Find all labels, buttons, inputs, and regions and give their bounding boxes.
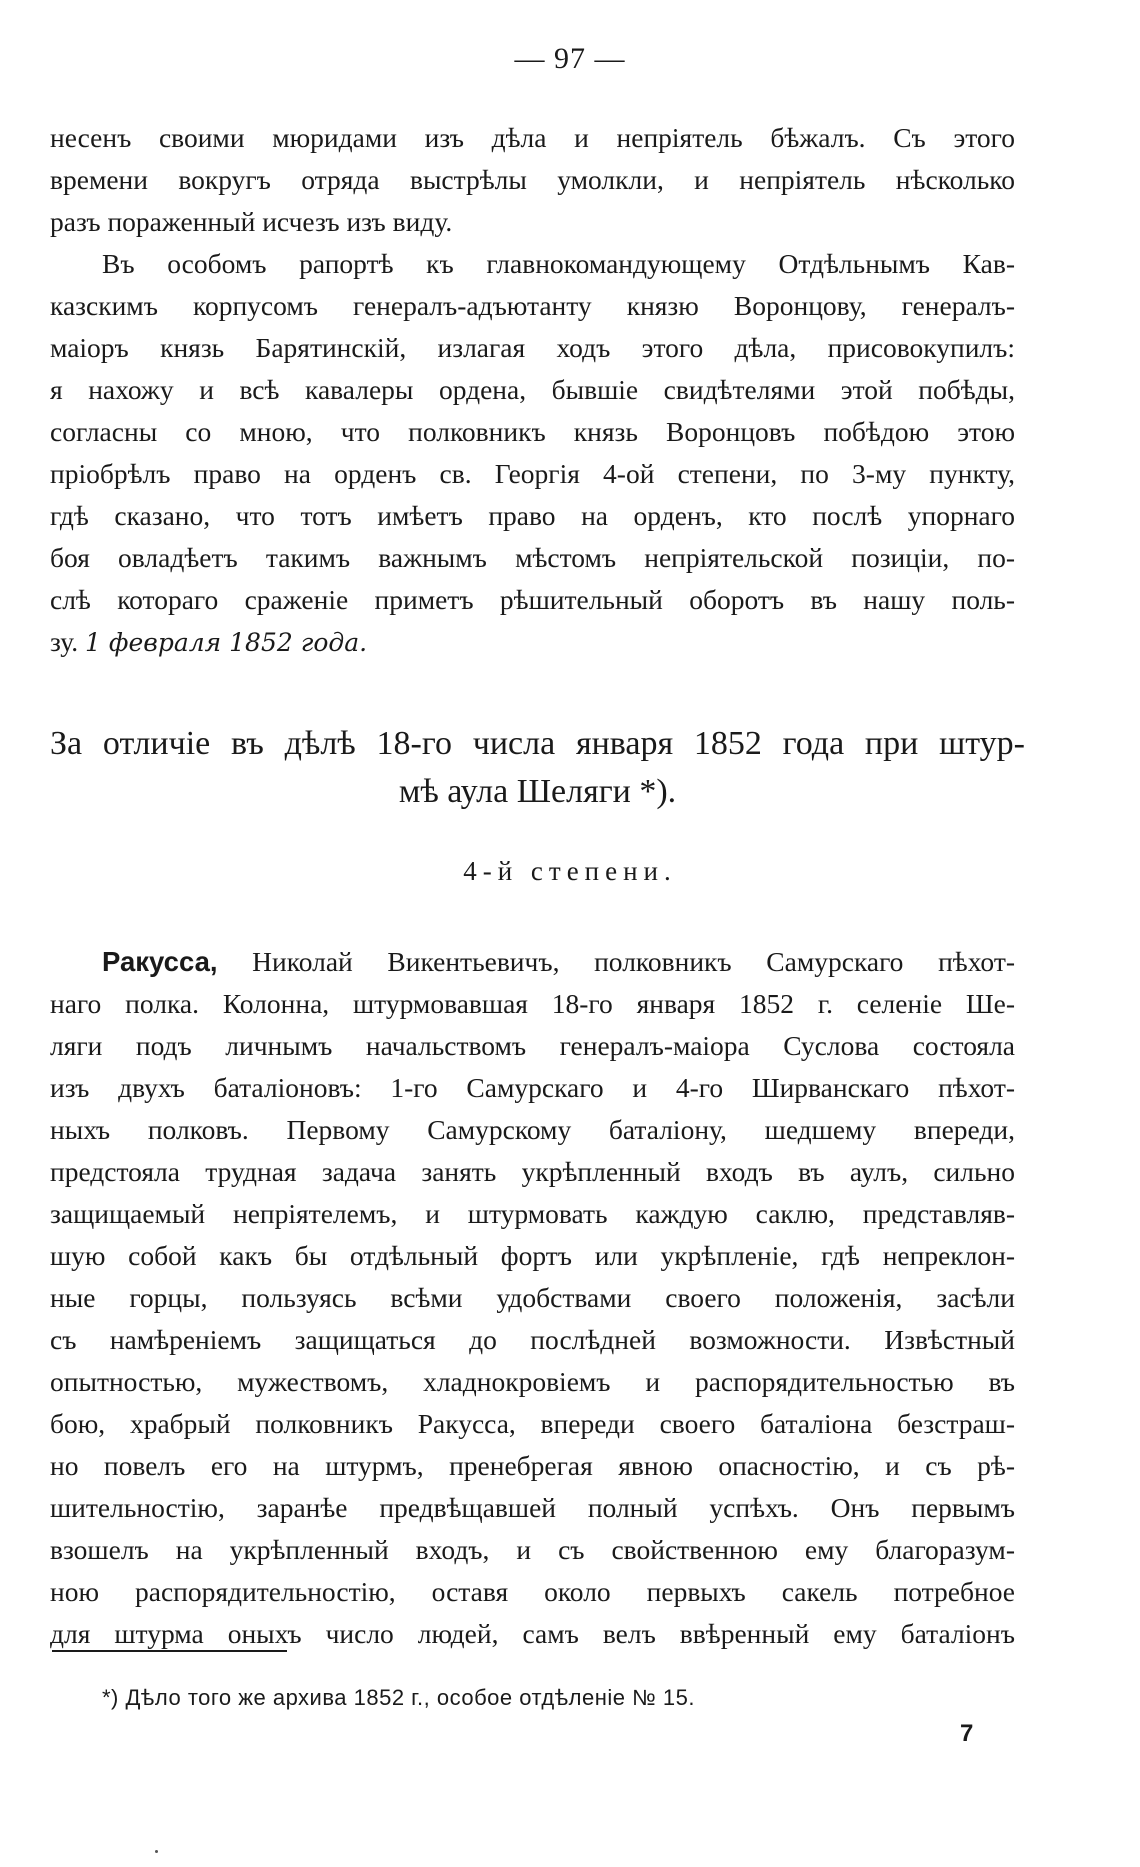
section-heading-line-2: мѣ аула Шеляги *). bbox=[398, 773, 677, 810]
text-line: времени вокругъ отряда выстрѣлы умолкли, и непріятель нѣсколько bbox=[50, 164, 1015, 195]
text-line: боя овладѣетъ такимъ важнымъ мѣстомъ непріятельской позиціи, по- bbox=[50, 542, 1015, 573]
section-heading-line-1: За отличіе въ дѣлѣ 18-го числа января 1852 года при штур- bbox=[50, 725, 1025, 762]
report-first-line: Въ особомъ рапортѣ къ главнокомандующему Отдѣльнымъ Кав- bbox=[102, 248, 1015, 279]
text-line: ною распорядительностію, оставя около первыхъ сакель потребное bbox=[50, 1576, 1015, 1607]
degree-subheading: 4-й степени. bbox=[463, 856, 677, 886]
report-date: 1 февраля 1852 года. bbox=[85, 628, 368, 657]
footnote: *) Дѣло того же архива 1852 г., особое отдѣленіе № 15. bbox=[102, 1685, 695, 1710]
text-line bbox=[50, 621, 1015, 663]
text-line: я нахожу и всѣ кавалеры ордена, бывшіе свидѣтелями этой побѣды, bbox=[50, 374, 1015, 405]
text-line: съ намѣреніемъ защищаться до послѣдней возможности. Извѣстный bbox=[50, 1324, 1015, 1355]
text-line: но повелъ его на штурмъ, пренебрегая явною опасностію, и съ рѣ- bbox=[50, 1450, 1015, 1481]
text-line: шительностію, заранѣе предвѣщавшей полный успѣхъ. Онъ первымъ bbox=[50, 1492, 1015, 1523]
text-line: ныхъ полковъ. Первому Самурскому баталіону, шедшему впереди, bbox=[50, 1114, 1015, 1145]
text-line bbox=[50, 243, 1015, 285]
text-line: казскимъ корпусомъ генералъ-адъютанту князю Воронцову, генералъ- bbox=[50, 290, 1015, 321]
entry-name: Ракусса, bbox=[102, 946, 218, 977]
text-line: наго полка. Колонна, штурмовавшая 18-го января 1852 г. селеніе Ше- bbox=[50, 988, 1015, 1019]
text-line: предстояла трудная задача занять укрѣпленный входъ въ аулъ, сильно bbox=[50, 1156, 1015, 1187]
text-line bbox=[50, 941, 1015, 983]
text-line: пріобрѣлъ право на орденъ св. Георгія 4-ой степени, по 3-му пункту, bbox=[50, 458, 1015, 489]
footnote-rule bbox=[52, 1650, 287, 1652]
text-line: взошелъ на укрѣпленный входъ, и съ свойственною ему благоразум- bbox=[50, 1534, 1015, 1565]
paper-speck bbox=[155, 1850, 158, 1853]
text-line: несенъ своими мюридами изъ дѣла и непріятель бѣжалъ. Съ этого bbox=[50, 122, 1015, 153]
text-line: для штурма оныхъ число людей, самъ велъ ввѣренный ему баталіонъ bbox=[50, 1618, 1015, 1649]
text-line: бою, храбрый полковникъ Ракусса, впереди своего баталіона безстраш- bbox=[50, 1408, 1015, 1439]
text-line: маіоръ князь Барятинскій, излагая ходъ этого дѣла, присовокупилъ: bbox=[50, 332, 1015, 363]
text-line: изъ двухъ баталіоновъ: 1-го Самурскаго и 4-го Ширванскаго пѣхот- bbox=[50, 1072, 1015, 1103]
text-line: слѣ котораго сраженіе приметъ рѣшительный оборотъ въ нашу поль- bbox=[50, 584, 1015, 615]
text-line: опытностью, мужествомъ, хладнокровіемъ и распорядительностью въ bbox=[50, 1366, 1015, 1397]
page-number: — 97 — bbox=[514, 42, 626, 75]
text-line: разъ пораженный исчезъ изъ виду. bbox=[50, 206, 453, 237]
signature-mark: 7 bbox=[960, 1720, 974, 1747]
text-line: защищаемый непріятелемъ, и штурмовать каждую саклю, представляв- bbox=[50, 1198, 1015, 1229]
text-block-entry bbox=[50, 941, 1015, 1655]
text-line: ляги подъ личнымъ начальствомъ генералъ-маіора Суслова состояла bbox=[50, 1030, 1015, 1061]
text-block-upper bbox=[50, 117, 1015, 663]
text-line: шую собой какъ бы отдѣльный фортъ или укрѣпленіе, гдѣ непреклон- bbox=[50, 1240, 1015, 1271]
text-line: согласны со мною, что полковникъ князь Воронцовъ побѣдою этою bbox=[50, 416, 1015, 447]
text-line: ные горцы, пользуясь всѣми удобствами своего положенія, засѣли bbox=[50, 1282, 1015, 1313]
entry-first-line: Николай Викентьевичъ, полковникъ Самурскаго пѣхот- bbox=[252, 946, 1015, 977]
report-last-line: зу. bbox=[50, 626, 79, 657]
text-line: гдѣ сказано, что тотъ имѣетъ право на орденъ, кто послѣ упорнаго bbox=[50, 500, 1015, 531]
